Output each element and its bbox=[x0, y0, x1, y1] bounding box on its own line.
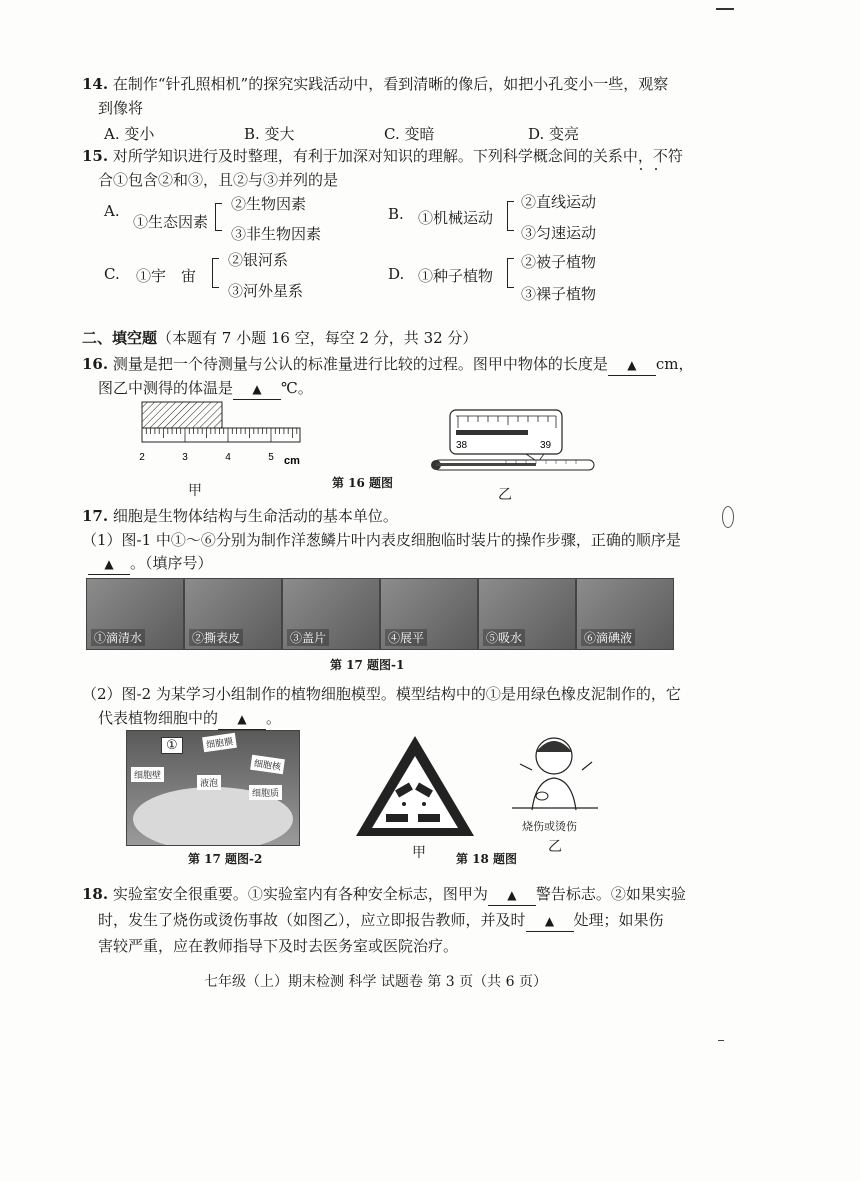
q18-line2: 时，发生了烧伤或烫伤事故（如图乙），应立即报告教师，并及时 ▲ 处理；如果伤 bbox=[98, 910, 664, 932]
q14-option-c: C. 变暗 bbox=[384, 125, 435, 143]
measured-object bbox=[142, 402, 222, 428]
step-photo: ⑤吸水 bbox=[478, 578, 576, 650]
figure-caption: 第 17 题图-1 bbox=[330, 658, 405, 672]
brace bbox=[507, 258, 514, 288]
step-photo: ③盖片 bbox=[282, 578, 380, 650]
thermo-label: 39 bbox=[540, 440, 552, 451]
q15-c-letter: C. bbox=[104, 265, 120, 283]
cell-model-photo bbox=[126, 730, 300, 846]
step-photo: ①滴清水 bbox=[86, 578, 184, 650]
ruler-label: 3 bbox=[182, 452, 188, 463]
q15-c-root: ①宇 宙 bbox=[136, 267, 197, 285]
thermo-label: 38 bbox=[456, 440, 468, 451]
q15-b-root: ①机械运动 bbox=[418, 209, 494, 227]
mercury-column bbox=[456, 430, 528, 435]
answer-blank[interactable]: ▲ bbox=[88, 554, 130, 575]
emphasis-dot bbox=[640, 168, 642, 170]
section-heading: 二、填空题（本题有 7 小题 16 空，每空 2 分，共 32 分） bbox=[82, 329, 478, 347]
figure-label-jia: 甲 bbox=[188, 483, 202, 499]
q15-a-branch2: ③非生物因素 bbox=[231, 225, 322, 243]
model-label: 细胞核 bbox=[250, 755, 285, 774]
step-photo: ②撕表皮 bbox=[184, 578, 282, 650]
q15-c-branch1: ②银河系 bbox=[228, 251, 289, 269]
model-label: 细胞膜 bbox=[202, 733, 237, 752]
ruler-figure bbox=[130, 398, 330, 476]
q15-b-branch2: ③匀速运动 bbox=[521, 224, 597, 242]
q15-a-branch1: ②生物因素 bbox=[231, 195, 307, 213]
q15-c-branch2: ③河外星系 bbox=[228, 282, 304, 300]
figure-caption: 第 16 题图 bbox=[332, 476, 394, 490]
q14-line2: 到像将 bbox=[98, 99, 144, 117]
q15-b-letter: B. bbox=[388, 205, 404, 223]
figure-label-jia: 甲 bbox=[412, 845, 426, 861]
figure-caption: 第 18 题图 bbox=[456, 852, 518, 866]
scan-mark bbox=[716, 8, 734, 10]
brace bbox=[507, 201, 514, 231]
figure-label-yi: 乙 bbox=[498, 487, 512, 503]
q15-line1: 15. 对所学知识进行及时整理，有利于加深对知识的理解。下列科学概念间的关系中，不符 bbox=[82, 147, 683, 165]
q16-line1: 16. 测量是把一个待测量与公认的标准量进行比较的过程。图甲中物体的长度是 ▲ cm， bbox=[82, 354, 694, 376]
page-footer: 七年级（上）期末检测 科学 试题卷 第 3 页（共 6 页） bbox=[204, 974, 547, 990]
figure-caption: 第 17 题图-2 bbox=[188, 852, 263, 866]
model-label: 液泡 bbox=[197, 775, 221, 790]
burn-illustration bbox=[502, 730, 606, 814]
q14-line1: 14. 在制作“针孔照相机”的探究实践活动中，看到清晰的像后，如把小孔变小一些，观察 bbox=[82, 75, 669, 93]
q14-option-b: B. 变大 bbox=[244, 125, 295, 143]
answer-blank[interactable]: ▲ bbox=[526, 911, 574, 932]
model-label: 细胞质 bbox=[249, 785, 282, 800]
q14-option-d: D. 变亮 bbox=[528, 125, 580, 143]
q15-d-root: ①种子植物 bbox=[418, 267, 494, 285]
ruler-unit: cm bbox=[284, 455, 300, 467]
q18-line1: 18. 实验室安全很重要。①实验室内有各种安全标志，图甲为 ▲ 警告标志。②如果实验 bbox=[82, 884, 686, 906]
answer-blank[interactable]: ▲ bbox=[218, 709, 266, 730]
q15-a-letter: A. bbox=[104, 202, 120, 220]
model-label: 细胞壁 bbox=[131, 767, 164, 782]
answer-blank[interactable]: ▲ bbox=[233, 379, 281, 400]
step-photo: ④展平 bbox=[380, 578, 478, 650]
scan-mark bbox=[718, 1040, 724, 1041]
brace bbox=[215, 203, 222, 231]
q17-part1: （1）图-1 中①～⑥分别为制作洋葱鳞片叶内表皮细胞临时装片的操作步骤，正确的顺序是 bbox=[82, 531, 681, 549]
q15-a-root: ①生态因素 bbox=[133, 213, 209, 231]
thermometer-figure bbox=[426, 408, 598, 482]
figure-label-yi: 乙 bbox=[548, 839, 562, 855]
q18-line3: 害较严重，应在教师指导下及时去医务室或医院治疗。 bbox=[98, 937, 459, 955]
binding-hole bbox=[722, 506, 734, 528]
q15-d-branch2: ③裸子植物 bbox=[521, 285, 597, 303]
q17-part2: （2）图-2 为某学习小组制作的植物细胞模型。模型结构中的①是用绿色橡皮泥制作的，它 bbox=[82, 685, 681, 703]
emphasis-dot bbox=[655, 168, 657, 170]
q15-d-branch1: ②被子植物 bbox=[521, 253, 597, 271]
model-label: ① bbox=[161, 737, 183, 754]
ruler-label: 4 bbox=[225, 452, 231, 463]
ruler-label: 2 bbox=[139, 452, 145, 463]
corrosive-warning-sign bbox=[354, 734, 476, 838]
step-photo: ⑥滴碘液 bbox=[576, 578, 674, 650]
q17-line1: 17. 细胞是生物体结构与生命活动的基本单位。 bbox=[82, 507, 398, 525]
q17-part1-end: ▲ 。（填序号） bbox=[88, 553, 213, 575]
ruler-label: 5 bbox=[268, 452, 274, 463]
q17-part2-end: 代表植物细胞中的 ▲ 。 bbox=[98, 708, 281, 730]
q15-line2: 合①包含②和③，且②与③并列的是 bbox=[98, 171, 339, 189]
q16-line2: 图乙中测得的体温是 ▲ ℃。 bbox=[98, 378, 313, 400]
burn-label: 烧伤或烫伤 bbox=[522, 820, 577, 833]
ruler-body bbox=[142, 428, 300, 442]
answer-blank[interactable]: ▲ bbox=[488, 885, 536, 906]
brace bbox=[212, 258, 219, 288]
q15-d-letter: D. bbox=[388, 265, 405, 283]
answer-blank[interactable]: ▲ bbox=[608, 355, 656, 376]
q14-option-a: A. 变小 bbox=[104, 125, 155, 143]
q15-b-branch1: ②直线运动 bbox=[521, 193, 597, 211]
